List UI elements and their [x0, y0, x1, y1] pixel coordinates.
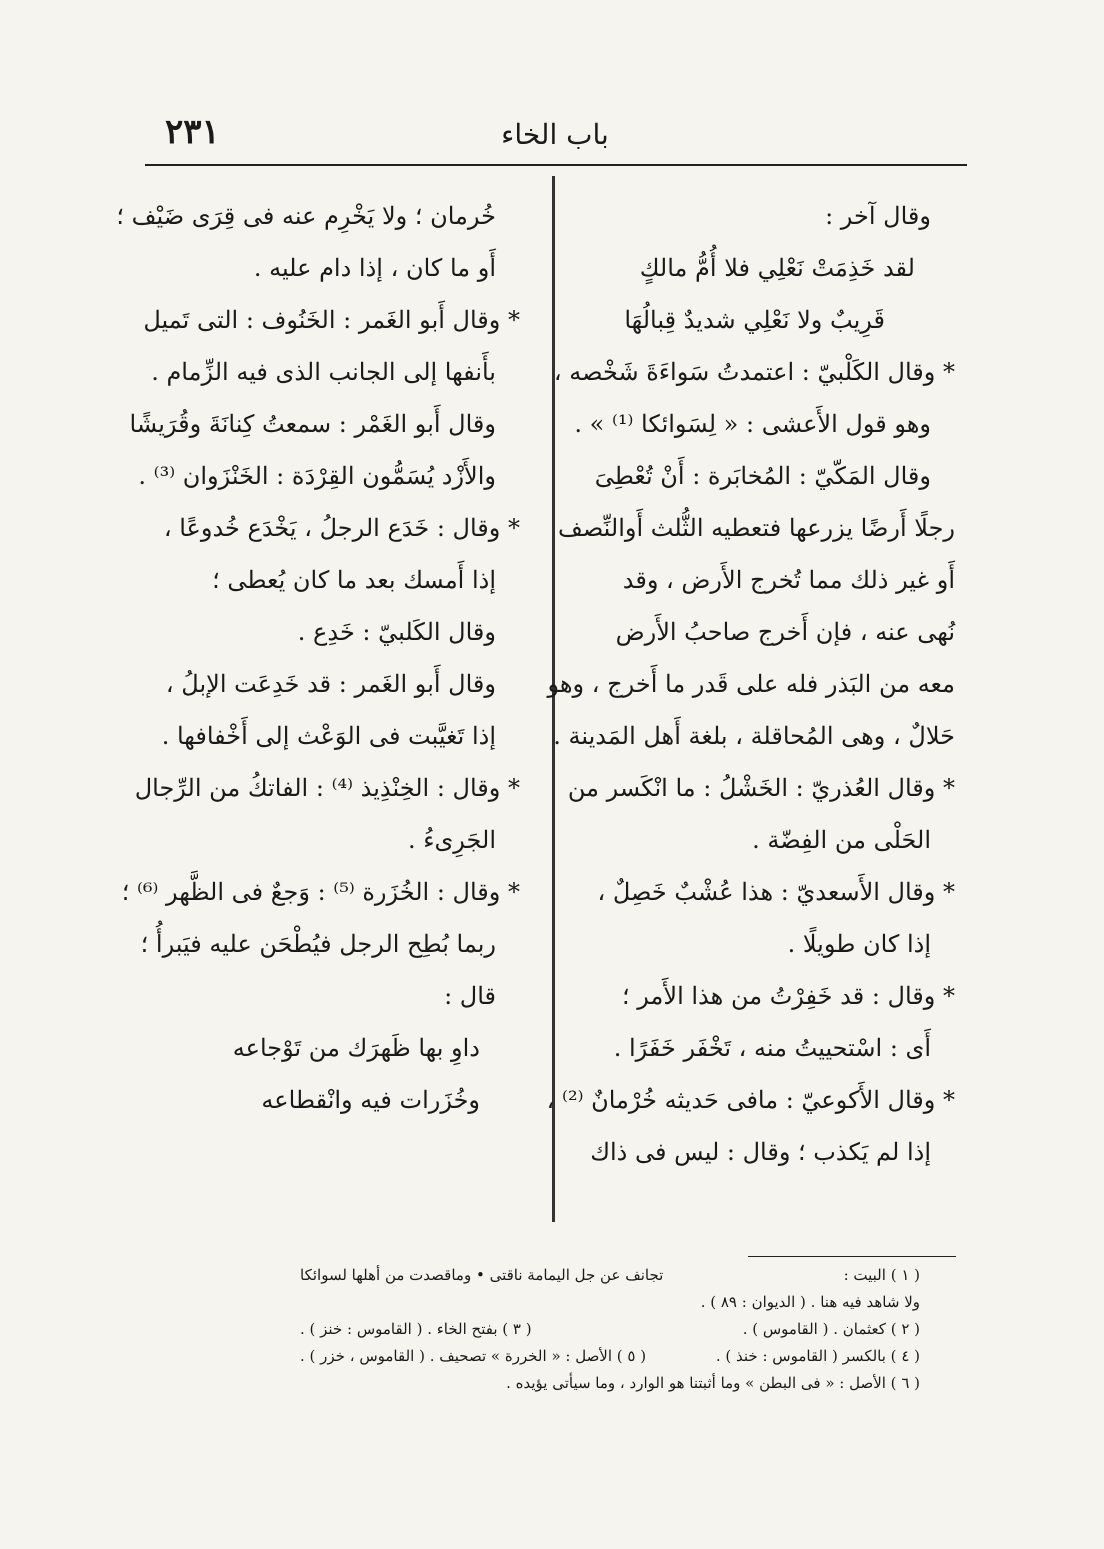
text-line: قال : — [444, 982, 496, 1010]
footnotes — [300, 1262, 920, 1397]
text-line: * وقال الأَسعديّ : هذا عُشْبٌ خَصِلٌ ، — [597, 878, 955, 906]
text-line: وخُزَرات فيه وانْقطاعه — [261, 1086, 480, 1114]
footnote-row-4-5 — [300, 1343, 920, 1370]
text-line: حَلالٌ ، وهى المُحاقلة ، بلغة أَهل المَدينة . — [553, 722, 955, 750]
text-line: خُرمان ؛ ولا يَخْرِم عنه فى قِرَى ضَيْف ؛ — [116, 202, 496, 230]
left-column — [116, 190, 520, 1126]
footnote-3: ( ٣ ) بفتح الخاء . ( القاموس : خنز ) . — [300, 1320, 532, 1338]
text-line: * وقال : قد خَفِرْتُ من هذا الأَمر ؛ — [622, 982, 955, 1010]
text-line: * وقال العُذريّ : الخَشْلُ : ما انْكَسر من — [567, 774, 955, 802]
page-header — [145, 100, 965, 160]
text-line: * وقال : الخِنْذِيذ ⁽⁴⁾ : الفاتكُ من الرِّجال — [134, 774, 520, 802]
text-line: الجَرِىءُ . — [407, 826, 496, 854]
footnote-1-continued: ولا شاهد فيه هنا . ( الديوان : ٨٩ ) . — [700, 1293, 920, 1311]
text-line: قَرِيبٌ ولا نَعْلِي شديدٌ قِبالُهَا — [624, 306, 885, 334]
text-line: معه من البَذر فله على قَدر ما أَخرج ، وهو — [547, 670, 955, 698]
header-rule — [145, 164, 967, 166]
text-line: نُهى عنه ، فإن أَخرج صاحبُ الأَرض — [615, 618, 955, 646]
footnote-1-label: ( ١ ) البيت : — [843, 1266, 920, 1284]
text-line: لقد خَذِمَتْ نَعْلِي فلا أُمُّ مالكٍ — [639, 254, 915, 282]
footnote-2: ( ٢ ) كعثمان . ( القاموس ) . — [742, 1320, 920, 1338]
text-line: والأَزْد يُسَمُّون القِرْدَة : الخَنْزَوان ⁽³⁾ . — [138, 462, 496, 490]
footnote-4: ( ٤ ) بالكسر ( القاموس : خنذ ) . — [715, 1347, 920, 1365]
text-line: إذا أَمسك بعد ما كان يُعطى ؛ — [212, 566, 496, 594]
text-line: * وقال : خَدَع الرجلُ ، يَخْدَع خُدوعًا ، — [163, 514, 520, 542]
text-line: وقال أَبو الغَمر : قد خَدِعَت الإبلُ ، — [165, 670, 496, 698]
text-line: وهو قول الأَعشى : « لِسَوائكا ⁽¹⁾ » . — [574, 410, 931, 438]
text-line: رجلًا أَرضًا يزرعها فتعطيه الثُّلث أَوالنِّصف — [557, 514, 955, 542]
page-number: ٢٣١ — [165, 112, 220, 152]
text-line: وقال آخر : — [825, 202, 931, 230]
text-line: إذا تَغيَّبت فى الوَعْث إلى أَخْفافها . — [161, 722, 496, 750]
text-line: إذا كان طويلًا . — [787, 930, 931, 958]
right-column — [546, 190, 955, 1178]
text-line: وقال الكَلبيّ : خَدِع . — [297, 618, 496, 646]
text-line: وقال المَكّيّ : المُخابَرة : أَنْ تُعْطِىَ — [594, 462, 931, 490]
text-line: أَو غير ذلك مما تُخرج الأَرض ، وقد — [622, 566, 955, 594]
footnote-row-2-3 — [300, 1316, 920, 1343]
text-line: * وقال الأَكوعيّ : مافى حَديثه خُرْمانٌ ⁽²⁾ ، — [546, 1086, 955, 1114]
footnote-5: ( ٥ ) الأصل : « الخررة » تصحيف . ( القاموس ، خزر ) . — [300, 1347, 647, 1365]
text-line: أَى : اسْتحييتُ منه ، تَخْفَر خَفَرًا . — [613, 1034, 931, 1062]
footnote-6: ( ٦ ) الأصل : « فى البطن » وما أثبتنا هو الوارد ، وما سيأتى يؤيده . — [506, 1374, 920, 1392]
text-line: داوِ بها ظَهرَك من تَوْجاعه — [232, 1034, 480, 1062]
text-line: * وقال : الخُزَرة ⁽⁵⁾ : وَجعٌ فى الظَّهر ⁽⁶⁾ ؛ — [121, 878, 520, 906]
text-line: أَو ما كان ، إذا دام عليه . — [253, 254, 496, 282]
text-line: إذا لم يَكذب ؛ وقال : ليس فى ذاك — [590, 1138, 931, 1166]
text-line: بأَنفها إلى الجانب الذى فيه الزِّمام . — [151, 358, 496, 386]
text-line: * وقال أَبو الغَمر : الخَنُوف : التى تَميل — [143, 306, 520, 334]
footnote-1 — [300, 1262, 920, 1289]
text-line: الحَلْى من الفِضّة . — [752, 826, 931, 854]
text-line: وقال أَبو الغَمْر : سمعتُ كِنانَةَ وقُرَيشًا — [129, 410, 496, 438]
text-line: * وقال الكَلْبيّ : اعتمدتُ سَواءَةَ شَخْصه ، — [553, 358, 955, 386]
footnote-rule — [748, 1256, 956, 1257]
text-line: ربما بُطِح الرجل فيُطْحَن عليه فيَبرأُ ؛ — [140, 930, 496, 958]
running-title: باب الخاء — [501, 118, 609, 151]
footnote-1-verse: تجانف عن جل اليمامة ناقتى • وماقصدت من أهلها لسوائكا — [300, 1266, 664, 1284]
